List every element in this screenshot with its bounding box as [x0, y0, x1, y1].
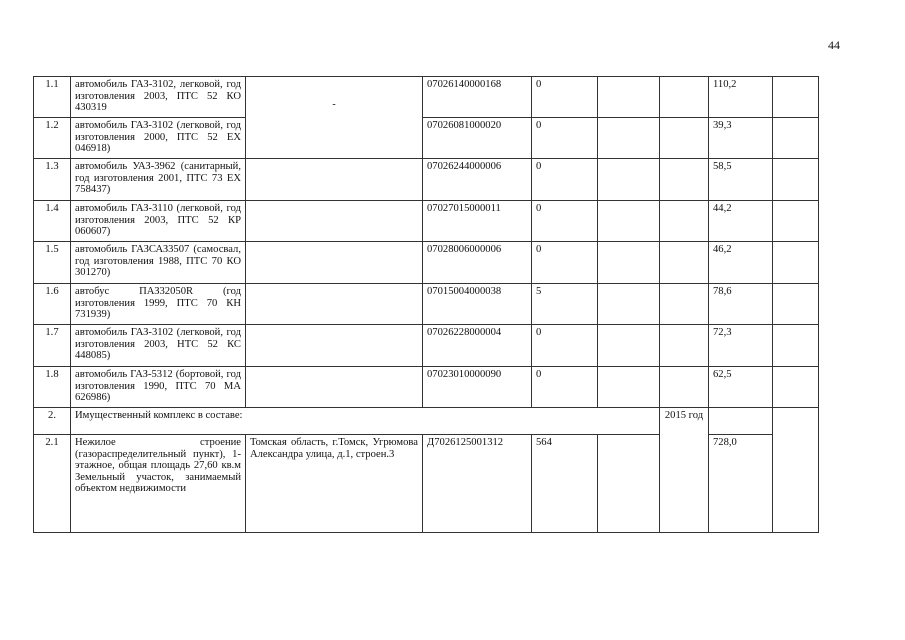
item-description: автомобиль ГАЗ-5312 (бортовой, год изготовления 1990, ПТС 70 МА 626986): [71, 367, 246, 408]
address-cell: [246, 284, 423, 325]
value: 62,5: [709, 367, 773, 408]
registry-code: 07023010000090: [423, 367, 532, 408]
page-number: 44: [828, 38, 840, 52]
empty-cell: [598, 284, 660, 325]
address-placeholder: -: [332, 99, 336, 110]
registry-code: 07028006000006: [423, 242, 532, 284]
table-row: [34, 242, 819, 284]
address-cell: [246, 367, 423, 408]
empty-cell: [660, 325, 709, 367]
empty-cell: [660, 284, 709, 325]
empty-cell: [598, 201, 660, 242]
registry-code: 07026228000004: [423, 325, 532, 367]
empty-cell: [660, 367, 709, 408]
empty-cell: [773, 77, 819, 118]
value: 110,2: [709, 77, 773, 118]
property-table: [33, 76, 819, 533]
empty-cell: [773, 118, 819, 159]
empty-cell: [598, 118, 660, 159]
table-row: [34, 367, 819, 408]
address-cell: [246, 201, 423, 242]
empty-cell: [773, 284, 819, 325]
empty-cell: [598, 77, 660, 118]
section-number: 2.: [34, 408, 71, 435]
item-description: автомобиль УАЗ-3962 (санитарный, год изготовления 2001, ПТС 73 ЕХ 758437): [71, 159, 246, 201]
empty-cell: [773, 325, 819, 367]
empty-cell: [709, 408, 773, 435]
empty-cell: [660, 159, 709, 201]
empty-cell: [660, 242, 709, 284]
quantity: 564: [532, 435, 598, 533]
empty-cell: [598, 367, 660, 408]
empty-cell: [773, 201, 819, 242]
row-number: 1.5: [34, 242, 71, 284]
value: 58,5: [709, 159, 773, 201]
empty-cell: [598, 325, 660, 367]
empty-cell: [598, 435, 660, 533]
row-number: 2.1: [34, 435, 71, 533]
value: 46,2: [709, 242, 773, 284]
registry-code: 07015004000038: [423, 284, 532, 325]
registry-code: 07027015000011: [423, 201, 532, 242]
value: 728,0: [709, 435, 773, 533]
quantity: 0: [532, 118, 598, 159]
address: Томская область, г.Томск, Угрюмова Александра улица, д.1, строен.3: [246, 435, 423, 533]
empty-cell: [773, 159, 819, 201]
row-number: 1.8: [34, 367, 71, 408]
section-year: 2015 год: [660, 408, 709, 533]
item-description: автомобиль ГАЗСАЗ3507 (самосвал, год изготовления 1988, ПТС 70 КО 301270): [71, 242, 246, 284]
empty-cell: [660, 77, 709, 118]
empty-cell: [660, 201, 709, 242]
quantity: 0: [532, 159, 598, 201]
quantity: 0: [532, 242, 598, 284]
item-description: Нежилое строение (газораспределительный пункт), 1-этажное, общая площадь 27,60 кв.м Земельный участок, занимаемый объектом недвижимости: [71, 435, 246, 533]
table-row: [34, 284, 819, 325]
row-number: 1.3: [34, 159, 71, 201]
item-description: автомобиль ГАЗ-3102, легковой, год изготовления 2003, ПТС 52 КО 430319: [71, 77, 246, 118]
value: 39,3: [709, 118, 773, 159]
empty-cell: [598, 159, 660, 201]
quantity: 0: [532, 201, 598, 242]
registry-code: 07026244000006: [423, 159, 532, 201]
quantity: 0: [532, 325, 598, 367]
empty-cell: [598, 242, 660, 284]
empty-cell: [773, 367, 819, 408]
table-row: [34, 201, 819, 242]
quantity: 0: [532, 77, 598, 118]
address-cell: [246, 242, 423, 284]
item-description: автомобиль ГАЗ-3110 (легковой, год изготовления 2003, ПТС 52 КР 060607): [71, 201, 246, 242]
value: 72,3: [709, 325, 773, 367]
row-number: 1.1: [34, 77, 71, 118]
table-row: [34, 77, 819, 118]
item-description: автобус ПАЗ32050R (год изготовления 1999, ПТС 70 КН 731939): [71, 284, 246, 325]
item-description: автомобиль ГАЗ-3102 (легковой, год изготовления 2003, НТС 52 КС 448085): [71, 325, 246, 367]
table-row: [34, 159, 819, 201]
registry-code: 07026081000020: [423, 118, 532, 159]
section-title: Имущественный комплекс в составе:: [71, 408, 660, 435]
registry-code: 07026140000168: [423, 77, 532, 118]
quantity: 0: [532, 367, 598, 408]
row-number: 1.2: [34, 118, 71, 159]
value: 44,2: [709, 201, 773, 242]
empty-cell: [660, 118, 709, 159]
table-row: [34, 325, 819, 367]
address-cell: [246, 159, 423, 201]
row-number: 1.7: [34, 325, 71, 367]
empty-cell: [773, 242, 819, 284]
row-number: 1.4: [34, 201, 71, 242]
address-cell: [246, 77, 423, 159]
table-row: [34, 118, 819, 159]
empty-cell: [773, 408, 819, 533]
value: 78,6: [709, 284, 773, 325]
quantity: 5: [532, 284, 598, 325]
row-number: 1.6: [34, 284, 71, 325]
section-row: [34, 408, 819, 435]
registry-code: Д7026125001312: [423, 435, 532, 533]
address-cell: [246, 325, 423, 367]
item-description: автомобиль ГАЗ-3102 (легковой, год изготовления 2000, ПТС 52 ЕХ 046918): [71, 118, 246, 159]
